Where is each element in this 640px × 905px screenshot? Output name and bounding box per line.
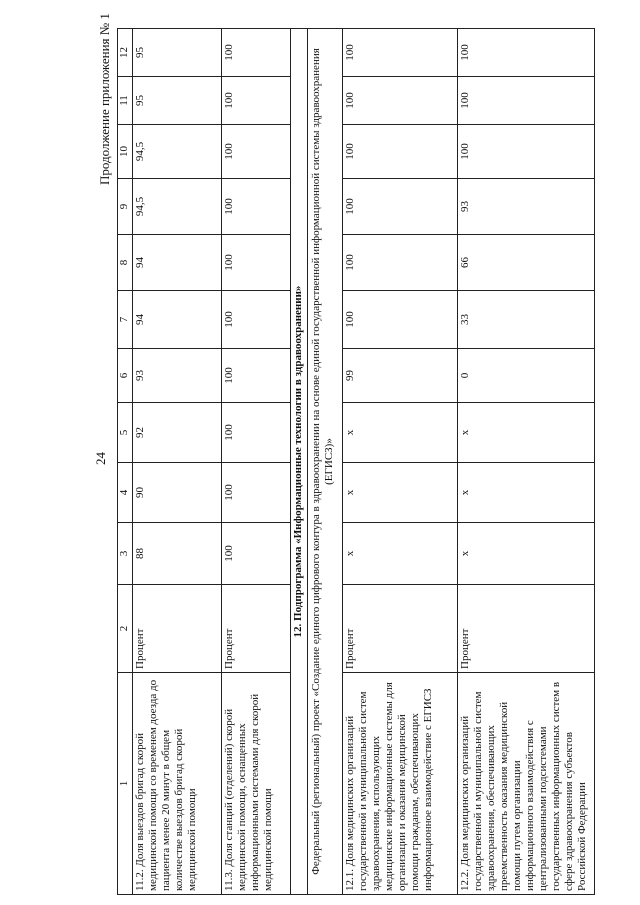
value-cell: 100 [222, 463, 291, 523]
value-cell: 100 [458, 77, 595, 125]
value-cell: 92 [133, 403, 222, 463]
value-cell: 100 [343, 77, 458, 125]
subprogram-title: 12. Подпрограмма «Информационные технологии в здравоохранении» [291, 29, 308, 895]
column-header: 8 [118, 235, 133, 291]
value-cell: х [458, 403, 595, 463]
column-header: 10 [118, 125, 133, 179]
column-header: 5 [118, 403, 133, 463]
page-number: 24 [93, 452, 108, 465]
value-cell: 95 [133, 29, 222, 77]
value-cell: 100 [222, 29, 291, 77]
appendix-label: Продолжение приложения № 1 [97, 13, 112, 185]
project-row [308, 29, 343, 895]
table-row [458, 29, 595, 895]
value-cell: 100 [222, 179, 291, 235]
value-cell: 100 [222, 349, 291, 403]
value-cell: 100 [222, 125, 291, 179]
indicator-cell: 11.2. Доля выездов бригад скорой медицинской помощи со временем доезда до пациента менее 20 минут в общем количестве выездов бригад скорой медицинской помощи [133, 673, 222, 895]
column-numbers-row [118, 29, 133, 895]
indicator-cell: 12.2. Доля медицинских организаций государственной и муниципальной систем здравоохранения, обеспечивающих преемственность оказания медицинской помощи путем организации информационного взаимодействия с централизованными подсистемами государственных информационных систем в сфере здравоохранения субъектов Российской Федерации [458, 673, 595, 895]
value-cell: 100 [458, 29, 595, 77]
value-cell: 100 [222, 291, 291, 349]
value-cell: х [343, 463, 458, 523]
value-cell: 95 [133, 77, 222, 125]
value-cell: 100 [343, 125, 458, 179]
column-header: 7 [118, 291, 133, 349]
column-header: 9 [118, 179, 133, 235]
unit-cell: Процент [343, 585, 458, 673]
value-cell: 33 [458, 291, 595, 349]
project-title: Федеральный (региональный) проект «Создание единого цифрового контура в здравоохранении на основе единой государственной информационной системы здравоохранения (ЕГИСЗ)» [308, 29, 343, 895]
value-cell: 0 [458, 349, 595, 403]
value-cell: 94 [133, 235, 222, 291]
value-cell: 100 [458, 125, 595, 179]
value-cell: х [458, 523, 595, 585]
value-cell: 100 [222, 403, 291, 463]
value-cell: х [458, 463, 595, 523]
column-header: 2 [118, 585, 133, 673]
table-row [343, 29, 458, 895]
unit-cell: Процент [458, 585, 595, 673]
table-row [133, 29, 222, 895]
value-cell: 100 [343, 179, 458, 235]
column-header: 1 [118, 673, 133, 895]
value-cell: х [343, 523, 458, 585]
value-cell: 94,5 [133, 125, 222, 179]
value-cell: 94,5 [133, 179, 222, 235]
column-header: 11 [118, 77, 133, 125]
value-cell: 100 [222, 235, 291, 291]
value-cell: х [343, 403, 458, 463]
column-header: 4 [118, 463, 133, 523]
indicator-cell: 12.1. Доля медицинских организаций государственной и муниципальной систем здравоохранения, использующих медицинские информационные системы для организации и оказания медицинской помощи гражданам, обеспечивающих информационное взаимодействие с ЕГИСЗ [343, 673, 458, 895]
value-cell: 100 [222, 77, 291, 125]
unit-cell: Процент [222, 585, 291, 673]
table-row [222, 29, 291, 895]
indicators-table [117, 28, 595, 895]
value-cell: 100 [343, 235, 458, 291]
subprogram-row [291, 29, 308, 895]
value-cell: 93 [458, 179, 595, 235]
indicator-cell: 11.3. Доля станций (отделений) скорой медицинской помощи, оснащенных информационными системами для скорой медицинской помощи [222, 673, 291, 895]
unit-cell: Процент [133, 585, 222, 673]
value-cell: 88 [133, 523, 222, 585]
column-header: 6 [118, 349, 133, 403]
value-cell: 99 [343, 349, 458, 403]
value-cell: 94 [133, 291, 222, 349]
value-cell: 90 [133, 463, 222, 523]
value-cell: 100 [343, 291, 458, 349]
column-header: 12 [118, 29, 133, 77]
value-cell: 100 [222, 523, 291, 585]
value-cell: 100 [343, 29, 458, 77]
value-cell: 93 [133, 349, 222, 403]
value-cell: 66 [458, 235, 595, 291]
column-header: 3 [118, 523, 133, 585]
